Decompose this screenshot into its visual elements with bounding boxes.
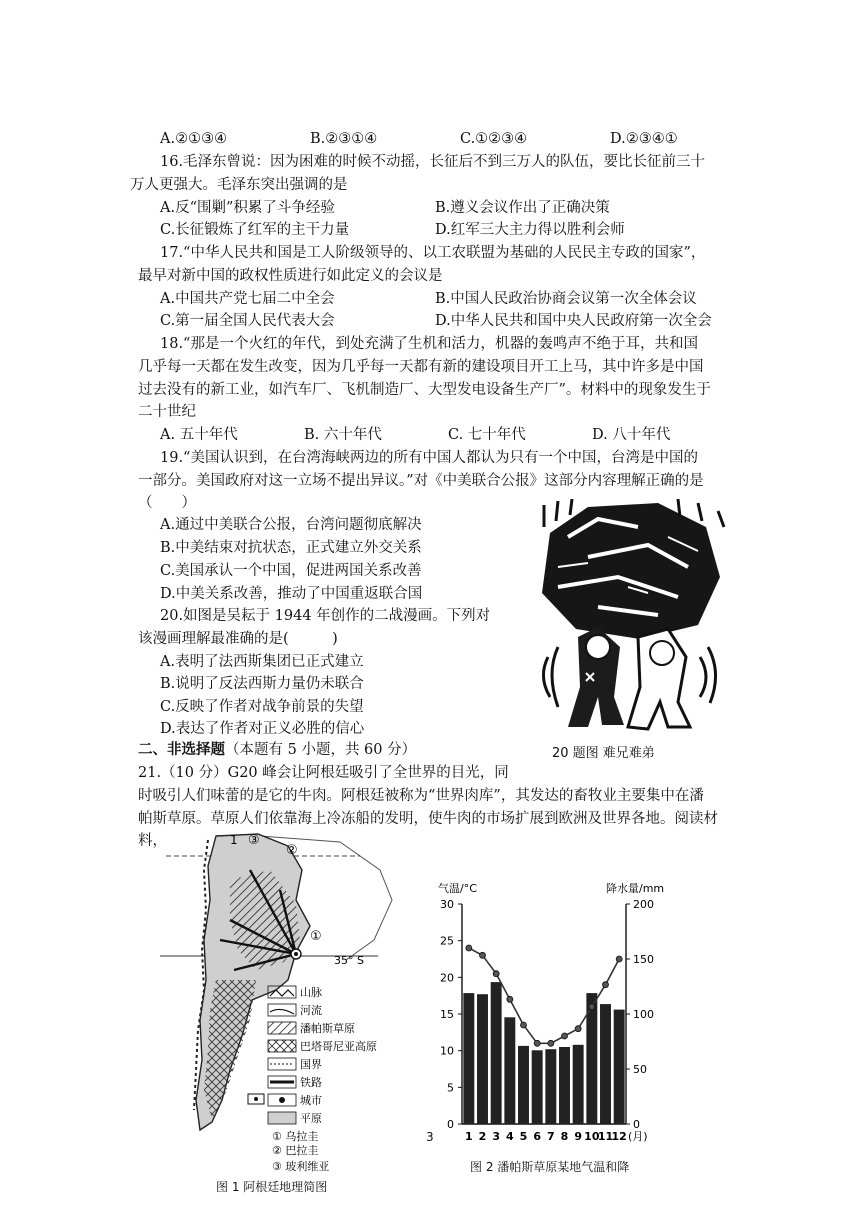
q21-stem-line1: 21.（10 分）G20 峰会让阿根廷吸引了全世界的目光，同 [138, 765, 509, 781]
precip-bar-6 [532, 1050, 543, 1124]
temperature-point-6 [534, 1040, 540, 1046]
precip-bar-5 [518, 1046, 529, 1124]
map-marker-1-circle: ① [310, 929, 322, 944]
month-label: 6 [533, 1130, 541, 1143]
map-legend [248, 986, 377, 1157]
temp-tick-label: 30 [440, 898, 454, 911]
q18-option-b: B. 六十年代 [304, 427, 382, 443]
q15-option-c: C.①②③④ [460, 131, 528, 147]
map-lat-label: 35° S [334, 954, 364, 967]
q19-stem-line2: 一部分。美国政府对这一立场不提出异议。”对《中美联合公报》这部分内容理解正确的是 [138, 473, 704, 489]
temp-tick-label: 15 [440, 1008, 454, 1021]
q19-option-a: A.通过中美联合公报，台湾问题彻底解决 [160, 517, 422, 533]
precip-bar-11 [600, 1004, 611, 1124]
map-marker-3: ③ [248, 833, 260, 848]
q20-stem-line2: 该漫画理解最准确的是( ) [138, 631, 338, 647]
map-marker-2: ② [286, 843, 298, 858]
legend-mountains: 山脉 [300, 986, 322, 999]
q17-option-a: A.中国共产党七届二中全会 [160, 291, 335, 307]
legend-patagonia: 巴塔哥尼亚高原 [300, 1040, 377, 1053]
temperature-point-12 [616, 956, 622, 962]
month-label: 2 [478, 1130, 487, 1143]
precip-bar-9 [573, 1045, 584, 1124]
precip-bar-2 [477, 994, 488, 1124]
q17-option-b: B.中国人民政治协商会议第一次全体会议 [435, 291, 697, 307]
country-paraguay: ② 巴拉圭 [272, 1144, 319, 1157]
q19-stem-line1: 19.“美国认识到，在台湾海峡两边的所有中国人都认为只有一个中国，台湾是中国的 [160, 450, 698, 466]
month-label: 11 [597, 1130, 614, 1143]
temperature-point-3 [493, 971, 499, 977]
q17-option-c: C.第一届全国人民代表大会 [160, 313, 335, 329]
month-label: 7 [547, 1130, 555, 1143]
country-bolivia: ③ 玻利维亚 [272, 1160, 330, 1173]
month-label: 4 [506, 1130, 514, 1143]
q16-stem-line2: 万人更强大。毛泽东突出强调的是 [130, 177, 348, 193]
precip-bar-4 [504, 1017, 515, 1124]
month-label: 12 [611, 1130, 627, 1143]
q18-stem-line2: 几乎每一天都在发生改变，因为几乎每一天都有新的建设项目开工上马，其中许多是中国 [138, 359, 704, 375]
page-number: 3 [426, 1130, 434, 1144]
precip-tick-label: 50 [633, 1063, 647, 1076]
month-label: 1 [465, 1130, 473, 1143]
q16-option-d: D.红军三大主力得以胜利会师 [435, 222, 625, 238]
q20-stem-line1: 20.如图是吴耘于 1944 年创作的二战漫画。下列对 [160, 608, 491, 624]
section2-note: （本题有 5 小题，共 60 分） [225, 742, 417, 758]
section2-title: 二、非选择题 [138, 741, 225, 758]
month-label: 3 [492, 1130, 500, 1143]
temperature-point-4 [507, 996, 513, 1002]
legend-pampas: 潘帕斯草原 [300, 1022, 355, 1035]
legend-plain: 平原 [300, 1112, 322, 1125]
precip-bar-3 [491, 982, 502, 1124]
q20-option-c: C.反映了作者对战争前景的失望 [160, 699, 364, 715]
precip-tick-label: 0 [633, 1118, 640, 1131]
precip-tick-label: 150 [633, 953, 654, 966]
q16-option-a: A.反“围剿”积累了斗争经验 [160, 200, 335, 216]
q15-option-d: D.②③④① [610, 131, 678, 147]
q18-stem-line3: 过去没有的新工业，如汽车厂、飞机制造厂、大型发电设备生产厂”。材料中的现象发生于 [138, 382, 711, 398]
precip-bar-1 [463, 993, 474, 1124]
q19-option-b: B.中美结束对抗状态，正式建立外交关系 [160, 540, 422, 556]
q17-options-row1 [160, 288, 710, 310]
q15-option-a: A.②①③④ [160, 131, 228, 147]
q19-stem-line3: （ ） [138, 495, 196, 511]
month-label: 8 [560, 1130, 569, 1143]
q17-options-row2 [160, 310, 710, 332]
q18-option-d: D. 八十年代 [592, 427, 671, 443]
map-caption: 图 1 阿根廷地理简图 [216, 1180, 328, 1194]
q16-options-row2 [160, 219, 710, 241]
climate-chart-caption: 图 2 潘帕斯草原某地气温和降 [470, 1160, 630, 1174]
q20-figure-caption: 20 题图 难兄难弟 [552, 746, 655, 761]
temperature-point-11 [603, 982, 609, 988]
q16-option-b: B.遵义会议作出了正确决策 [435, 200, 610, 216]
legend-city: 城市 [300, 1094, 322, 1107]
precip-bar-7 [545, 1049, 556, 1124]
temperature-point-2 [480, 952, 486, 958]
q17-option-d: D.中华人民共和国中央人民政府第一次全会 [435, 313, 712, 329]
q19-option-d: D.中美关系改善，推动了中国重返联合国 [160, 586, 423, 602]
q16-stem-line1: 16.毛泽东曾说：因为困难的时候不动摇，长征后不到三万人的队伍，要比长征前三十 [160, 154, 706, 170]
q16-options-row1 [160, 197, 710, 219]
q20-option-b: B.说明了反法西斯力量仍未联合 [160, 676, 364, 692]
precip-tick-label: 200 [633, 898, 654, 911]
temperature-point-7 [548, 1040, 554, 1046]
temp-tick-label: 0 [447, 1118, 454, 1131]
temp-tick-label: 25 [440, 934, 454, 948]
temperature-point-8 [562, 1033, 568, 1039]
q15-options [160, 128, 760, 150]
q17-stem-line2: 最早对新中国的政权性质进行如此定义的会议是 [138, 268, 443, 284]
argentina-map [160, 830, 420, 1160]
y-axis-left-label: 气温/°C [438, 882, 477, 895]
legend-rivers: 河流 [300, 1004, 322, 1017]
temp-tick-label: 10 [440, 1044, 454, 1058]
precip-bar-8 [559, 1047, 570, 1124]
q19-option-c: C.美国承认一个中国，促进两国关系改善 [160, 563, 422, 579]
q18-options [160, 424, 736, 446]
temperature-point-1 [466, 945, 472, 951]
country-uruguay: ① 乌拉圭 [272, 1130, 319, 1143]
q18-stem-line4: 二十世纪 [138, 404, 196, 420]
temperature-point-9 [575, 1026, 581, 1032]
legend-border: 国界 [300, 1058, 322, 1071]
y-axis-right-label: 降水量/mm [606, 882, 665, 895]
temp-tick-label: 20 [440, 971, 454, 985]
q16-option-c: C.长征锻炼了红军的主干力量 [160, 222, 350, 238]
q21-stem-line3: 帕斯草原。草原人们依靠海上冷冻船的发明，使牛肉的市场扩展到欧洲及世界各地。阅读材 [138, 811, 718, 827]
map-marker-1: 1 [230, 833, 238, 847]
month-label: 9 [574, 1130, 582, 1143]
q20-option-d: D.表达了作者对正义必胜的信心 [160, 721, 365, 737]
temperature-point-5 [521, 1022, 527, 1028]
q21-stem-line2: 时吸引人们味蕾的是它的牛肉。阿根廷被称为“世界肉库”，其发达的畜牧业主要集中在潘 [138, 788, 704, 804]
month-label: 5 [519, 1130, 528, 1143]
q15-option-b: B.②③①④ [310, 131, 378, 147]
month-label: 10 [584, 1130, 600, 1143]
precip-bar-12 [614, 1010, 625, 1124]
section2-heading [138, 739, 416, 761]
climate-chart [430, 876, 700, 1146]
temperature-point-10 [589, 1004, 595, 1010]
q20-cartoon-image [528, 497, 736, 733]
legend-railway: 铁路 [300, 1076, 322, 1089]
q18-option-c: C. 七十年代 [448, 427, 526, 443]
temp-tick-label: 5 [447, 1081, 454, 1095]
q18-option-a: A. 五十年代 [160, 427, 238, 443]
q21-stem-line4: 料， [138, 833, 167, 849]
q18-stem-line1: 18.“那是一个火红的年代，到处充满了生机和活力，机器的轰鸣声不绝于耳，共和国 [160, 336, 698, 352]
precip-tick-label: 100 [633, 1008, 654, 1021]
x-axis-unit: (月) [628, 1130, 648, 1143]
q17-stem-line1: 17.“中华人民共和国是工人阶级领导的、以工农联盟为基础的人民民主专政的国家”， [160, 245, 706, 261]
q20-option-a: A.表明了法西斯集团已正式建立 [160, 654, 364, 670]
